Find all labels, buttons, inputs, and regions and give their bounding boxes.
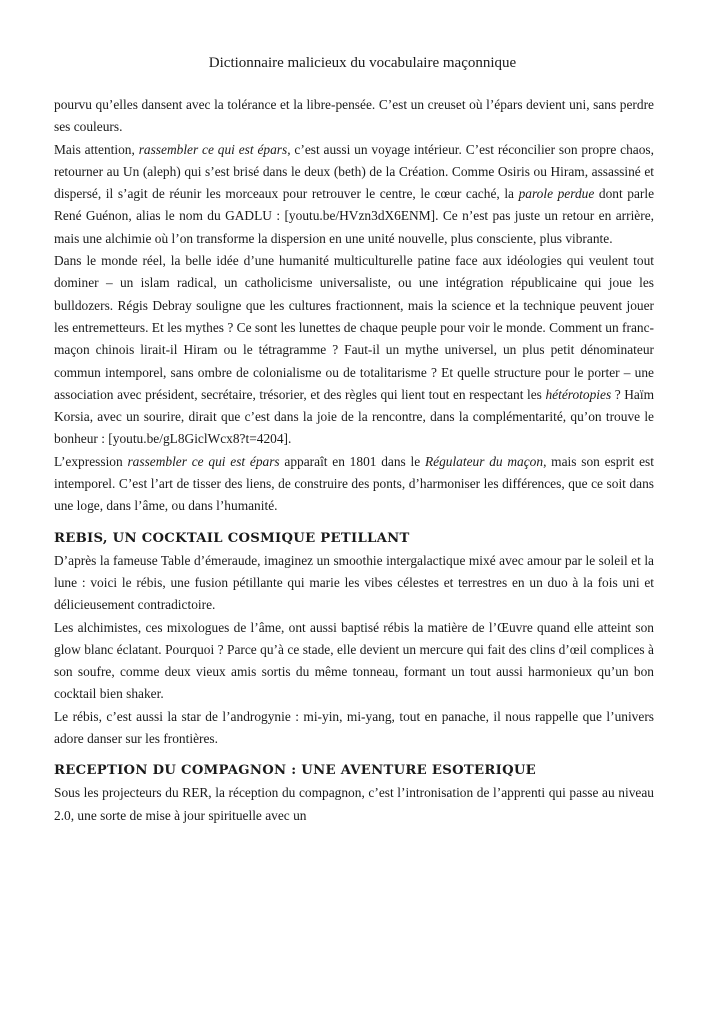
text-run: Mais attention, <box>54 141 139 157</box>
paragraph: Sous les projecteurs du RER, la réception du compagnon, c’est l’intronisation de l’apprenti qui passe au niveau 2.0, une sorte de mise à jour spirituelle avec un <box>54 785 654 823</box>
section-heading: RECEPTION DU COMPAGNON : UNE AVENTURE ESOTERIQUE <box>54 763 537 779</box>
italic-phrase: rassembler ce qui est épars <box>127 453 280 469</box>
italic-phrase: Régulateur du maçon <box>424 453 544 469</box>
spacer <box>54 518 654 528</box>
paragraph: Les alchimistes, ces mixologues de l’âme, ont aussi baptisé rébis la matière de l’Œuvre quand elle atteint son glow blanc éclatant. Pourquoi ? Parce qu’à ce stade, elle devient un mercure qui fait des clins d’œil complices à son soufre, comme deux vieux amis sortis du même tonneau, formant un tout aussi harmonieux qu’un bon cocktail bien shaker. <box>54 619 654 702</box>
text-run: Dans le monde réel, la belle idée d’une humanité multiculturelle patine face aux idéologies qui veulent tout dominer – un islam radical, un catholicisme universaliste, ou une intégration républicaine qui joue les bulldozers. Régis Debray souligne que les cultures fractionnent, mais la science et la technique peuvent jouer les entremetteurs. Et les mythes ? Ce sont les lunettes de chaque peuple pour voir le monde. Comment un franc-maçon chinois lirait-il Hiram ou le tétragramme ? Faut-il un mythe universel, un plus petit dénominateur commun intemporel, sans ombre de colonialisme ou de totalitarisme ? Et quelle structure pour le porter – une association avec président, secrétaire, trésorier, et des règles qui lient tout en respectant les <box>54 253 654 402</box>
paragraph <box>54 139 654 250</box>
text-run: , mais son esprit est intemporel. C’est l’art de tisser des liens, de construire des ponts, d’harmoniser les différences, que ce soit dans une loge, dans l’âme, ou dans l’humanité. <box>54 453 654 514</box>
paragraph <box>54 250 654 451</box>
text-run: , c’est aussi un voyage intérieur. C’est réconcilier son propre chaos, retourner au Un (aleph) qui s’est brisé dans le deux (beth) de la Création. Comme Osiris ou Hiram, assassiné et dispersé, il s’agit de réunir les morceaux pour retrouver le centre, le cœur caché, la <box>54 141 654 202</box>
paragraph: pourvu qu’elles dansent avec la tolérance et la libre-pensée. C’est un creuset où l’épars devient uni, sans perdre ses couleurs. <box>54 97 654 135</box>
body-text <box>54 94 654 827</box>
paragraph: Le rébis, c’est aussi la star de l’androgynie : mi-yin, mi-yang, tout en panache, il nous rappelle que l’univers adore danser sur les frontières. <box>54 708 654 747</box>
spacer <box>54 750 654 760</box>
text-run: apparaît en 1801 dans le <box>279 453 425 469</box>
paragraph <box>54 451 654 518</box>
section-heading: REBIS, UN COCKTAIL COSMIQUE PETILLANT <box>54 530 410 546</box>
text-run: ? Haïm Korsia, avec un sourire, dirait que c’est dans la joie de la rencontre, dans la complémentarité, qu’on trouve le bonheur : [youtu.be/gL8GiclWcx8?t=4204]. <box>54 386 654 447</box>
italic-phrase: rassembler ce qui est épars <box>138 141 288 157</box>
text-run: dont parle René Guénon, alias le nom du GADLU : [youtu.be/HVzn3dX6ENM]. Ce n’est pas juste un retour en arrière, mais une alchimie où l’on transforme la dispersion en une unité nouvelle, plus consciente, plus vibrante. <box>54 186 655 246</box>
italic-phrase: hétérotopies <box>545 386 612 402</box>
italic-phrase: parole perdue <box>518 186 595 202</box>
running-header: Dictionnaire malicieux du vocabulaire maçonnique <box>208 55 517 71</box>
text-run: L’expression <box>54 453 128 469</box>
paragraph: D’après la fameuse Table d’émeraude, imaginez un smoothie intergalactique mixé avec amour par le soleil et la lune : voici le rébis, une fusion pétillante qui marie les vibes célestes et terrestres en un duo à la fois uni et délicieusement contradictoire. <box>54 552 654 613</box>
